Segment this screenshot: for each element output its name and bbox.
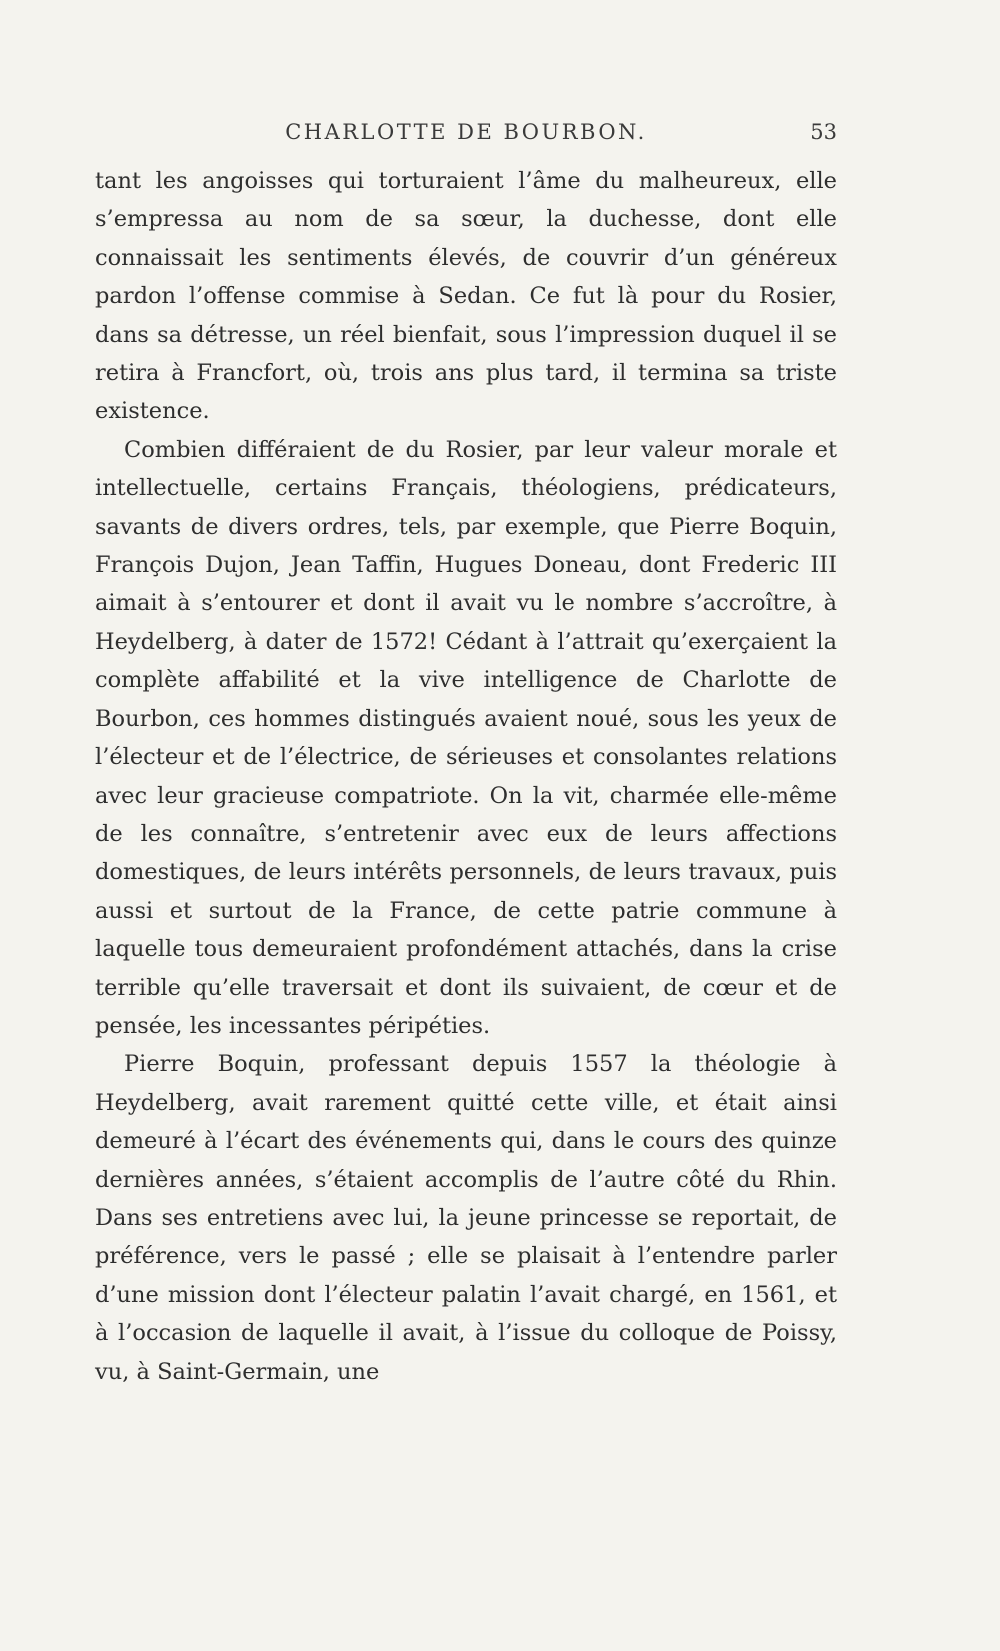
body-text <box>95 162 837 1391</box>
running-title: CHARLOTTE DE BOURBON. <box>285 120 647 144</box>
paragraph-pierre-boquin: Pierre Boquin, professant depuis 1557 la théologie à Heydelberg, avait rarement quitté cette ville, et était ainsi demeuré à l’écart des événements qui, dans le cours des quinze dernières années, s’étaient accomplis de l’autre côté du Rhin. Dans ses entretiens avec lui, la jeune princesse se reportait, de préférence, vers le passé ; elle se plaisait à l’entendre parler d’une mission dont l’électeur palatin l’avait chargé, en 1561, et à l’occasion de laquelle il avait, à l’issue du colloque de Poissy, vu, à Saint-Germain, une <box>95 1051 837 1385</box>
paragraph-continued: tant les angoisses qui torturaient l’âme du malheureux, elle s’empressa au nom de sa sœur, la duchesse, dont elle connaissait les sentiments élevés, de couvrir d’un généreux pardon l’offense commise à Sedan. Ce fut là pour du Rosier, dans sa détresse, un réel bienfait, sous l’impression duquel il se retira à Francfort, où, trois ans plus tard, il termina sa triste existence. <box>95 168 837 425</box>
page-number: 53 <box>810 120 837 144</box>
running-head <box>95 112 837 152</box>
paragraph-du-rosier-comparison: Combien différaient de du Rosier, par leur valeur morale et intellectuelle, certains Français, théologiens, prédicateurs, savants de divers ordres, tels, par exemple, que Pierre Boquin, François Dujon, Jean Taffin, Hugues Doneau, dont Frederic III aimait à s’entourer et dont il avait vu le nombre s’accroître, à Heydelberg, à dater de 1572! Cédant à l’attrait qu’exerçaient la complète affabilité et la vive intelligence de Charlotte de Bourbon, ces hommes distingués avaient noué, sous les yeux de l’électeur et de l’électrice, de sérieuses et consolantes relations avec leur gracieuse compatriote. On la vit, charmée elle-même de les connaître, s’entretenir avec eux de leurs affections domestiques, de leurs intérêts personnels, de leurs travaux, puis aussi et surtout de la France, de cette patrie commune à laquelle tous demeuraient profondément attachés, dans la crise terrible qu’elle traversait et dont ils suivaient, de cœur et de pensée, les incessantes péripéties. <box>95 436 837 1039</box>
